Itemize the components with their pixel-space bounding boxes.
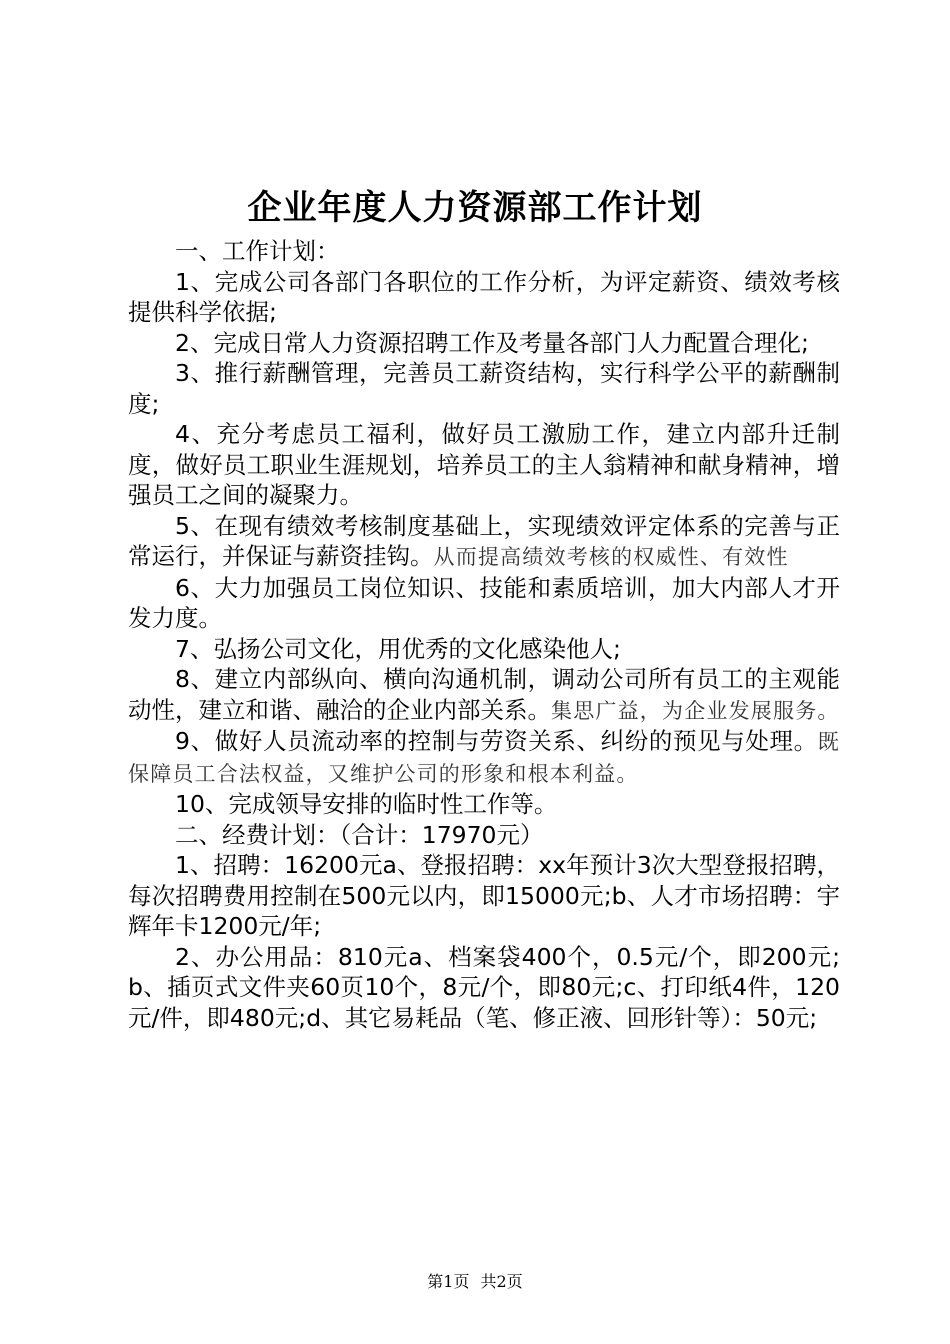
paragraph [128,419,840,511]
paragraph [128,511,840,573]
paragraph [128,850,840,942]
paragraph-text: 5、在现有绩效考核制度基础上，实现绩效评定体系的完善与正常运行，并保证与薪资挂钩。 [128,511,840,570]
paragraph [128,236,840,267]
paragraph [128,664,840,726]
paragraph-text: 8、建立内部纵向、横向沟通机制，调动公司所有员工的主观能动性，建立和谐、融洽的企业内部关系。 [128,665,840,724]
page-number: 第1页 [427,1272,470,1291]
document-title: 企业年度人力资源部工作计划 [247,188,703,228]
paragraph [128,267,840,328]
paragraph-text: 2、办公用品：810元a、档案袋400个，0.5元/个，即200元;b、插页式文件夹60页10个，8元/个，即80元;c、打印纸4件，120元/件，即480元;d、其它易耗品（笔、修正液、回形针等）：50元; [128,942,840,1032]
paragraph [128,820,840,851]
paragraph-text: 2、完成日常人力资源招聘工作及考量各部门人力配置合理化; [175,328,809,357]
paragraph-text: 7、弘扬公司文化，用优秀的文化感染他人; [175,634,621,663]
paragraph-extra-text: 集思广益，为企业发展服务。 [551,698,840,723]
paragraph [128,942,840,1034]
page-total: 共2页 [480,1272,523,1291]
paragraph-extra-text: 从而提高绩效考核的权威性、有效性 [433,545,789,569]
paragraph-text: 9、做好人员流动率的控制与劳资关系、纠纷的预见与处理。 [175,727,818,755]
paragraph [128,634,840,665]
paragraph [128,789,840,820]
paragraph-text: 4、充分考虑员工福利，做好员工激励工作，建立内部升迁制度，做好员工职业生涯规划，培养员工的主人翁精神和献身精神，增强员工之间的凝聚力。 [128,420,840,509]
paragraph [128,358,840,419]
paragraph-text: 1、招聘：16200元a、登报招聘：xx年预计3次大型登报招聘，每次招聘费用控制在500元以内，即15000元;b、人才市场招聘：宇辉年卡1200元/年; [128,851,840,940]
paragraph-text: 10、完成领导安排的临时性工作等。 [175,790,558,818]
paragraph [128,726,840,789]
paragraph-text: 3、推行薪酬管理，完善员工薪资结构，实行科学公平的薪酬制度; [128,359,840,418]
paragraph-text: 6、大力加强员工岗位知识、技能和素质培训，加大内部人才开发力度。 [128,573,840,632]
paragraph-text: 二、经费计划：（合计：17970元） [175,820,544,849]
paragraph-extra-text: 既保障员工合法权益，又维护公司的形象和根本利益。 [128,730,840,786]
paragraph-text: 1、完成公司各部门各职位的工作分析，为评定薪资、绩效考核提供科学依据; [128,267,840,326]
page-footer [0,1271,950,1293]
document-body [128,236,840,1033]
paragraph [128,573,840,634]
paragraph [128,328,840,359]
paragraph-text: 一、工作计划： [175,237,340,265]
